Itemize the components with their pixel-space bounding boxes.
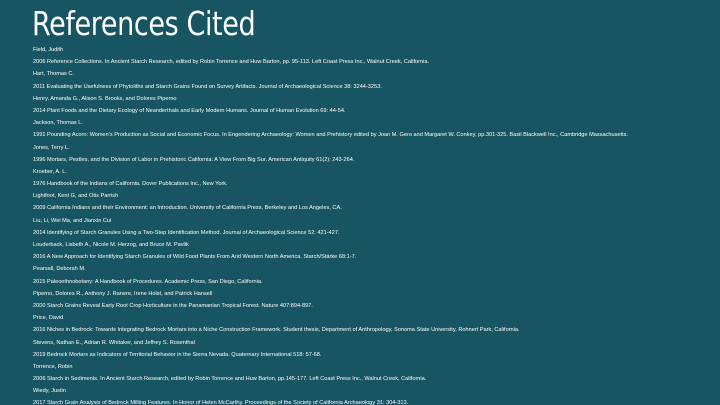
reference-author: Stevens, Nathan E., Adrian R. Whitaker, and Jeffrey S. Rosenthal (33, 339, 195, 346)
reference-author: Kroeber, A. L. (33, 168, 67, 175)
reference-author: Torrence, Robin (33, 363, 73, 370)
reference-author: Wiedy, Justin (33, 388, 66, 395)
reference-entry: 2016 Niches in Bedrock: Towards Integrating Bedrock Mortars into a Niche Construction Framework. Student thesis, Department of Anthropology, Sonoma State University, Rohnert Park, California. (33, 327, 520, 334)
reference-author: Pearsall, Deborah M. (33, 266, 86, 273)
reference-author: Price, David (33, 315, 64, 322)
reference-entry: 2019 Bedrock Mortars as Indicators of Territorial Behavior in the Sierra Nevada. Quaternary International 518: 57-68. (33, 351, 322, 358)
references-list (33, 44, 705, 405)
reference-entry: 2014 Plant Foods and the Dietary Ecology of Neanderthals and Early Modern Humans. Journal of Human Evolution 69: 44-54. (33, 107, 346, 114)
reference-entry: 2015 Paleoethnobotany: A Handbook of Procedures. Academic Press, San Diego, California. (33, 278, 263, 285)
reference-author: Henry, Amanda G., Alison S. Brooks, and Dolores Piperno (33, 95, 177, 102)
reference-author: Lightfoot, Kent G, and Otis Parrish (33, 193, 119, 200)
slide-title: References Cited (32, 4, 256, 43)
reference-author: Field, Judith (33, 47, 64, 53)
reference-entry: 2000 Starch Grains Reveal Early Root Crop Horticulture in the Panamanian Tropical Forest. Nature 407:894-897. (33, 302, 313, 309)
reference-entry: 2009 California Indians and their Environment: an Introduction. University of California Press, Berkeley and Los Angeles, CA. (33, 205, 342, 212)
reference-entry: 2006 Starch in Sediments. In Ancient Starch Research, edited by Robin Torrence and Huw Barton, pp.145-177. Left Coast Press Inc., Walnut Creek, California. (33, 376, 427, 383)
reference-entry: 2017 Starch Grain Analysis of Bedrock Milling Features. In Honor of Helen McCarthy. Proceedings of the Society of California Archaeology 31: 304-313. (33, 400, 409, 405)
reference-entry: 2014 Identifying of Starch Granules Using a Two-Step Identification Method. Journal of Archaeological Science 52: 421-427. (33, 229, 340, 236)
reference-entry: 2016 A New Approach for Identifying Starch Granules of Wild Food Plants From Arid Western North America. Starch/Stärke 68:1-7. (33, 254, 357, 261)
reference-author: Louderback, Lisbeth A., Nicole M. Herzog, and Bruce M. Pavlik (33, 242, 189, 248)
reference-author: Liu, Li, Wei Ma, and Jianxin Cui (33, 217, 112, 224)
reference-entry: 2006 Reference Collections. In Ancient Starch Research, edited by Robin Torrence and Huw Barton, pp. 95-113. Left Coast Press Inc., Walnut Creek, California. (33, 59, 430, 66)
reference-author: Hart, Thomas C. (33, 71, 74, 78)
reference-author: Piperno, Dolores R., Anthony J. Ranere, Irene Holst, and Patrick Hansell (33, 290, 213, 297)
reference-entry: 1991 Pounding Acorn: Women's Production as Social and Economic Focus. In Engendering Archaeology: Women and Prehistory edited by Joan M. Gero and Margaret W. Conkey, pp.301-325. Basil Blackwell Inc., Cambridge Massachusetts. (33, 132, 628, 139)
reference-entry: 2011 Evaluating the Usefulness of Phytoliths and Starch Grains Found on Survey Artifacts. Journal of Archaeological Science 38: 3244-3253. (33, 83, 382, 90)
reference-author: Jackson, Thomas L. (33, 120, 83, 127)
reference-entry: 1996 Mortars, Pestles, and the Division of Labor in Prehistoric California: A View From Big Sur. American Antiquity 61(2): 243-264. (33, 156, 355, 163)
reference-entry: 1976 Handbook of the Indians of California. Dover Publications Inc., New York. (33, 181, 228, 188)
reference-author: Jones, Terry L. (33, 144, 70, 151)
